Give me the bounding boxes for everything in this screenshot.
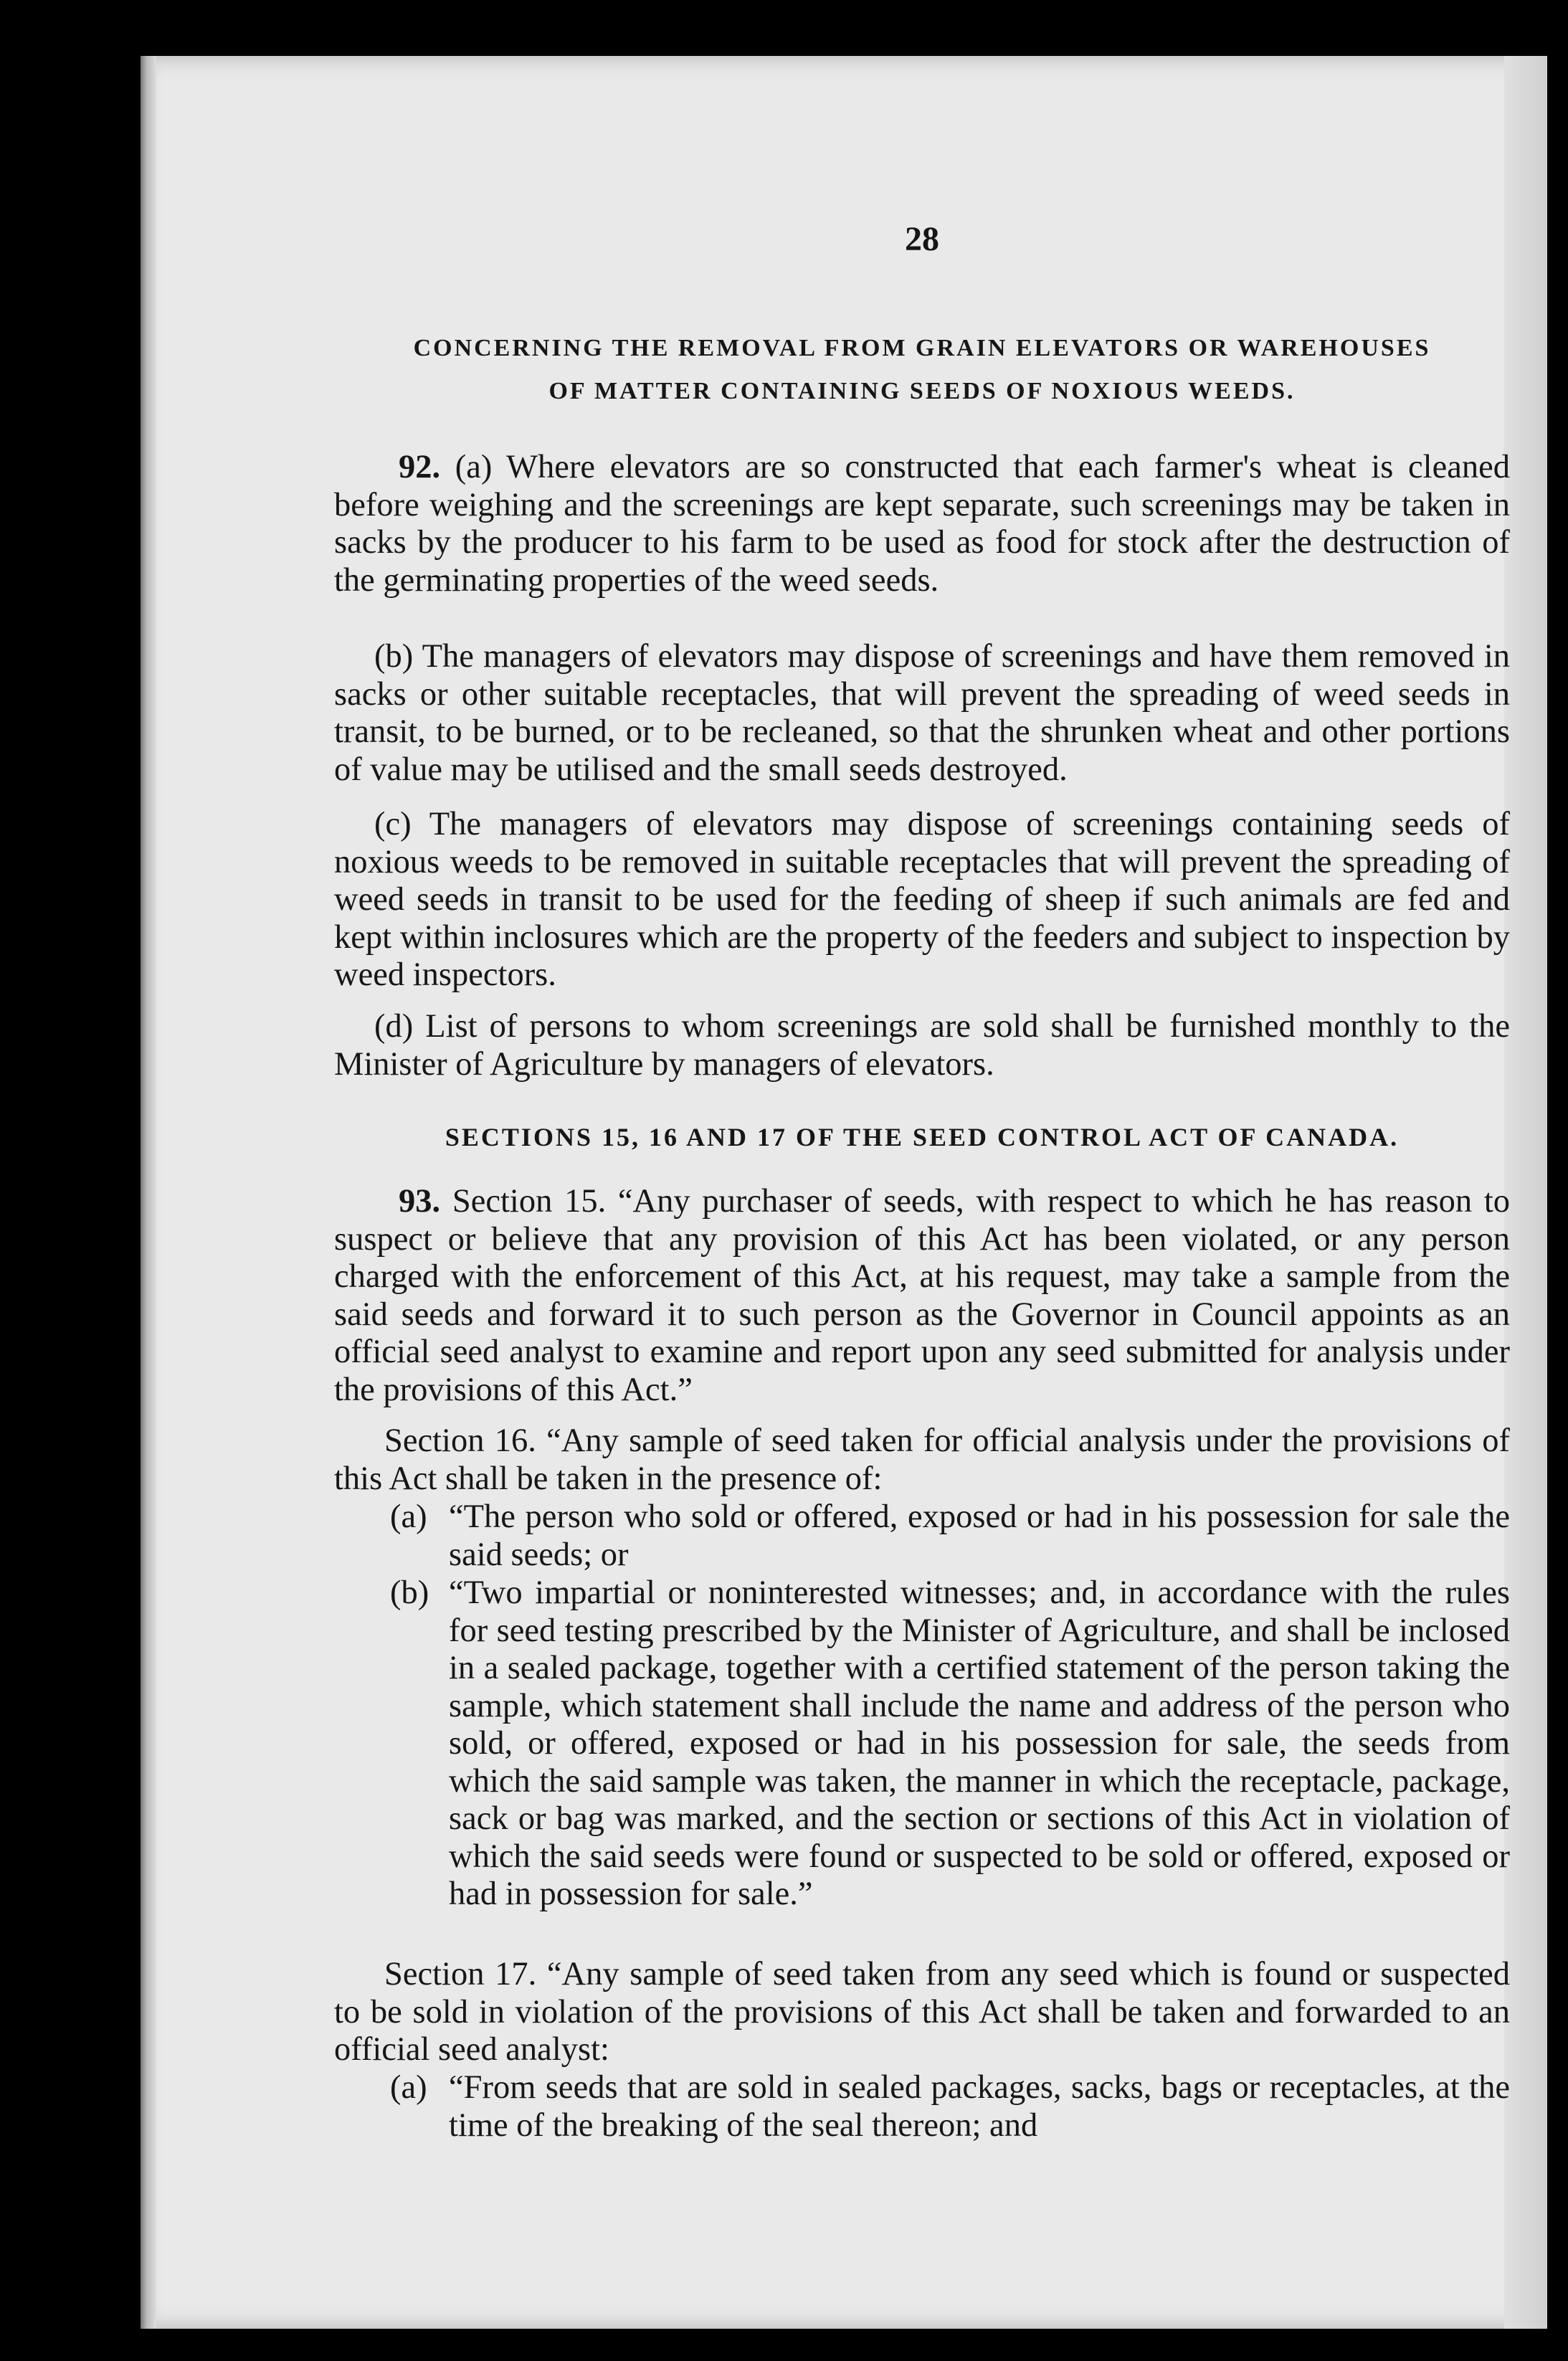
heading-line-2: OF MATTER CONTAINING SEEDS OF NOXIOUS WEEDS. [548,378,1296,404]
section-17-item-a-text: “From seeds that are sold in sealed packages, sacks, bags or receptacles, at the time of the breaking of the seal thereon; and [449,2069,1510,2144]
section-heading-seed-control-act: SECTIONS 15, 16 AND 17 OF THE SEED CONTROL ACT OF CANADA. [445,1123,1400,1151]
heading-line-1: CONCERNING THE REMOVAL FROM GRAIN ELEVATORS OR WAREHOUSES [413,335,1431,361]
section-16-item-a [390,1498,1510,1574]
section-16-item-a-text: “The person who sold or offered, exposed or had in his possession for sale the said seeds; or [449,1498,1510,1573]
section-heading-removal [334,327,1510,413]
section-17-item-a [390,2069,1510,2144]
item-label-a: (a) [390,1498,427,1535]
section-16-item-b-text: “Two impartial or noninterested witnesses; and, in accordance with the rules for seed testing prescribed by the Minister of Agriculture, and shall be inclosed in a sealed package, together with a certified statement of the person taking the sample, which statement shall include the name and address of the person who sold, or offered, exposed or had in his possession for sale, the seeds from which the said sample was taken, the manner in which the receptacle, package, sack or bag was marked, and the section or sections of this Act in violation of which the said seeds were found or suspected to be sold or offered, exposed or had in possession for sale.” [449,1574,1510,1912]
section-number-93: 93. [399,1183,441,1220]
section-16-item-b [390,1574,1510,1914]
section-number-92: 92. [399,449,441,485]
paragraph-92a [334,449,1510,599]
page-right-shadow [1504,56,1547,2329]
paragraph-92c: (c) The managers of elevators may dispose of screenings containing seeds of noxious weeds to be removed in suitable receptacles that will prevent the spreading of weed seeds in transit to be used for the feeding of sheep if such animals are fed and kept within inclosures which are the property of the feeders and subject to inspection by weed inspectors. [334,806,1510,993]
document-page [141,56,1547,2329]
paragraph-92d: (d) List of persons to whom screenings are sold shall be furnished monthly to the Minister of Agriculture by managers of elevators. [334,1008,1510,1083]
paragraph-92b: (b) The managers of elevators may dispose of screenings and have them removed in sacks or other suitable receptacles, that will prevent the spreading of weed seeds in transit, to be burned, or to be recleaned, so that the shrunken wheat and other portions of value may be utilised and the small seeds destroyed. [334,638,1510,788]
paragraph-93-section-15 [334,1183,1510,1409]
item-label-a: (a) [390,2069,427,2106]
page-binding-edge [141,56,156,2329]
item-label-b: (b) [390,1574,429,1611]
section-16-intro: Section 16. “Any sample of seed taken for official analysis under the provisions of this Act shall be taken in the presence of: [334,1422,1510,1497]
section-17-intro: Section 17. “Any sample of seed taken from any seed which is found or suspected to be sold in violation of the provisions of this Act shall be taken and forwarded to an official seed analyst: [334,1956,1510,2068]
paragraph-92a-text: (a) Where elevators are so constructed that each farmer's wheat is cleaned before weighing and the screenings are kept separate, such screenings may be taken in sacks by the producer to his farm to be used as food for stock after the destruction of the germinating properties of the weed seeds. [334,449,1510,599]
page-number: 28 [905,220,939,258]
section-15-text: Section 15. “Any purchaser of seeds, with respect to which he has reason to suspect or believe that any provision of this Act has been violated, or any person charged with the enforcement of this Act, at his request, may take a sample from the said seeds and forward it to such person as the Governor in Council appoints as an official seed analyst to examine and report upon any seed submitted for analysis under the provisions of this Act.” [334,1183,1510,1408]
